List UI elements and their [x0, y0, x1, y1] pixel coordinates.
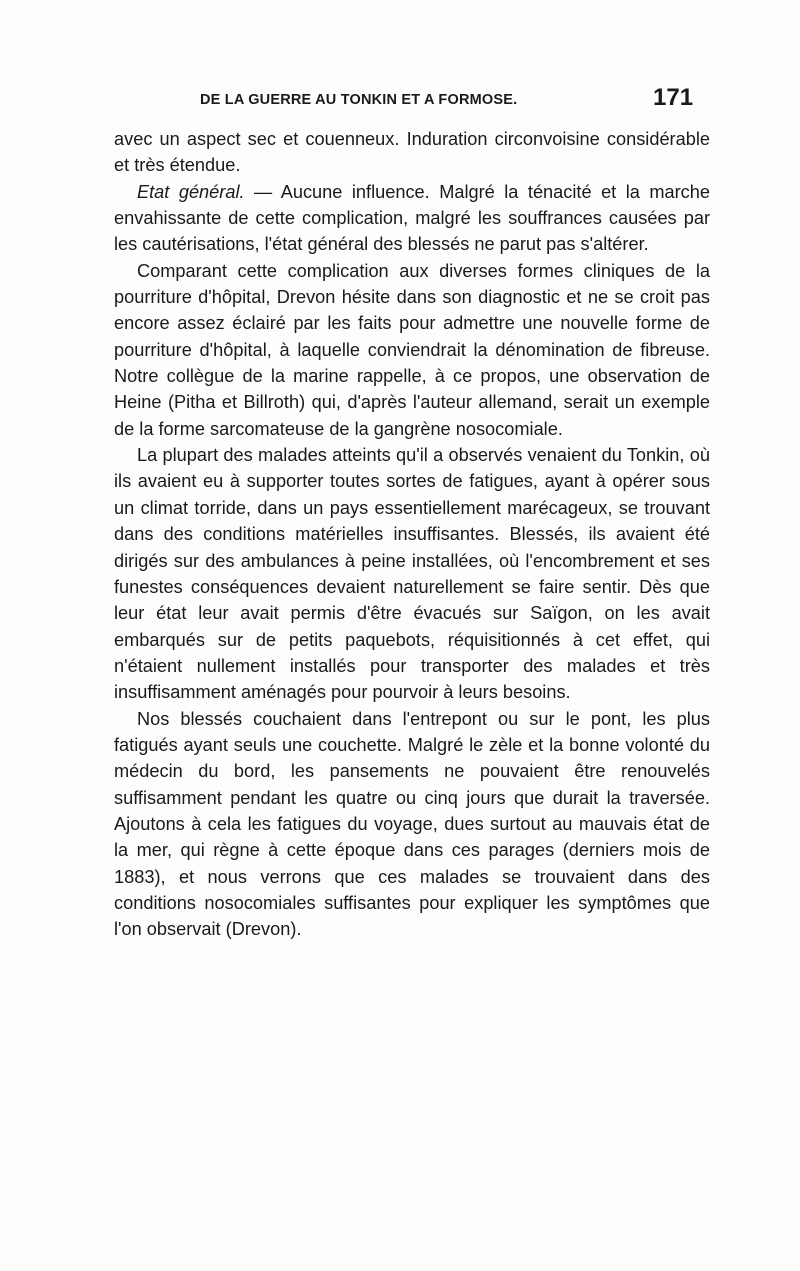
paragraph-2-text: — Aucune influence. Malgré la ténacité et la marche envahissante de cette complication, malgré les souffrances causées par les cautérisations, l'état général des blessés ne parut pas s'altérer.	[114, 181, 710, 255]
paragraph-2	[114, 179, 710, 258]
paragraph-2-lead: Etat général.	[137, 181, 245, 202]
paragraph-5: Nos blessés couchaient dans l'entrepont ou sur le pont, les plus fatigués ayant seuls une couchette. Malgré le zèle et la bonne volonté du médecin du bord, les pansements ne pouvaient être renouvelés suffisamment pendant les quatre ou cinq jours que durait la traversée. Ajoutons à cela les fatigues du voyage, dues surtout au mauvais état de la mer, qui règne à cette époque dans ces parages (derniers mois de 1883), et nous verrons que ces malades se trouvaient dans des conditions nosocomiales suffisantes pour expliquer les symptômes que l'on observait (Drevon).	[114, 708, 710, 940]
running-title: DE LA GUERRE AU TONKIN ET A FORMOSE.	[200, 92, 518, 108]
paragraph-3: Comparant cette complication aux diverses formes cliniques de la pourriture d'hôpital, Drevon hésite dans son diagnostic et ne se croit pas encore assez éclairé par les faits pour admettre une nouvelle forme de pourriture d'hôpital, à laquelle conviendrait la dénomination de fibreuse. Notre collègue de la marine rappelle, à ce propos, une observation de Heine (Pitha et Billroth) qui, d'après l'auteur allemand, serait un exemple de la forme sarcomateuse de la gangrène nosocomiale.	[114, 260, 710, 439]
paragraph-4: La plupart des malades atteints qu'il a observés venaient du Tonkin, où ils avaient eu à supporter toutes sortes de fatigues, ayant à opérer sous un climat torride, dans un pays essentiellement marécageux, se trouvant dans des conditions matérielles insuffisantes. Blessés, ils avaient été dirigés sur des ambulances à peine installées, où l'encombrement et ses funestes conséquences devaient naturellement se faire sentir. Dès que leur état leur avait permis d'être évacués sur Saïgon, on les avait embarqués sur de petits paquebots, réquisitionnés à cet effet, qui n'étaient nullement installés pour transporter des malades et très insuffisamment aménagés pour pourvoir à leurs besoins.	[114, 445, 710, 703]
page-number: 171	[653, 84, 694, 111]
body-text	[114, 126, 710, 943]
paragraph-1: avec un aspect sec et couenneux. Induration circonvoisine considérable et très étendue.	[114, 129, 710, 176]
